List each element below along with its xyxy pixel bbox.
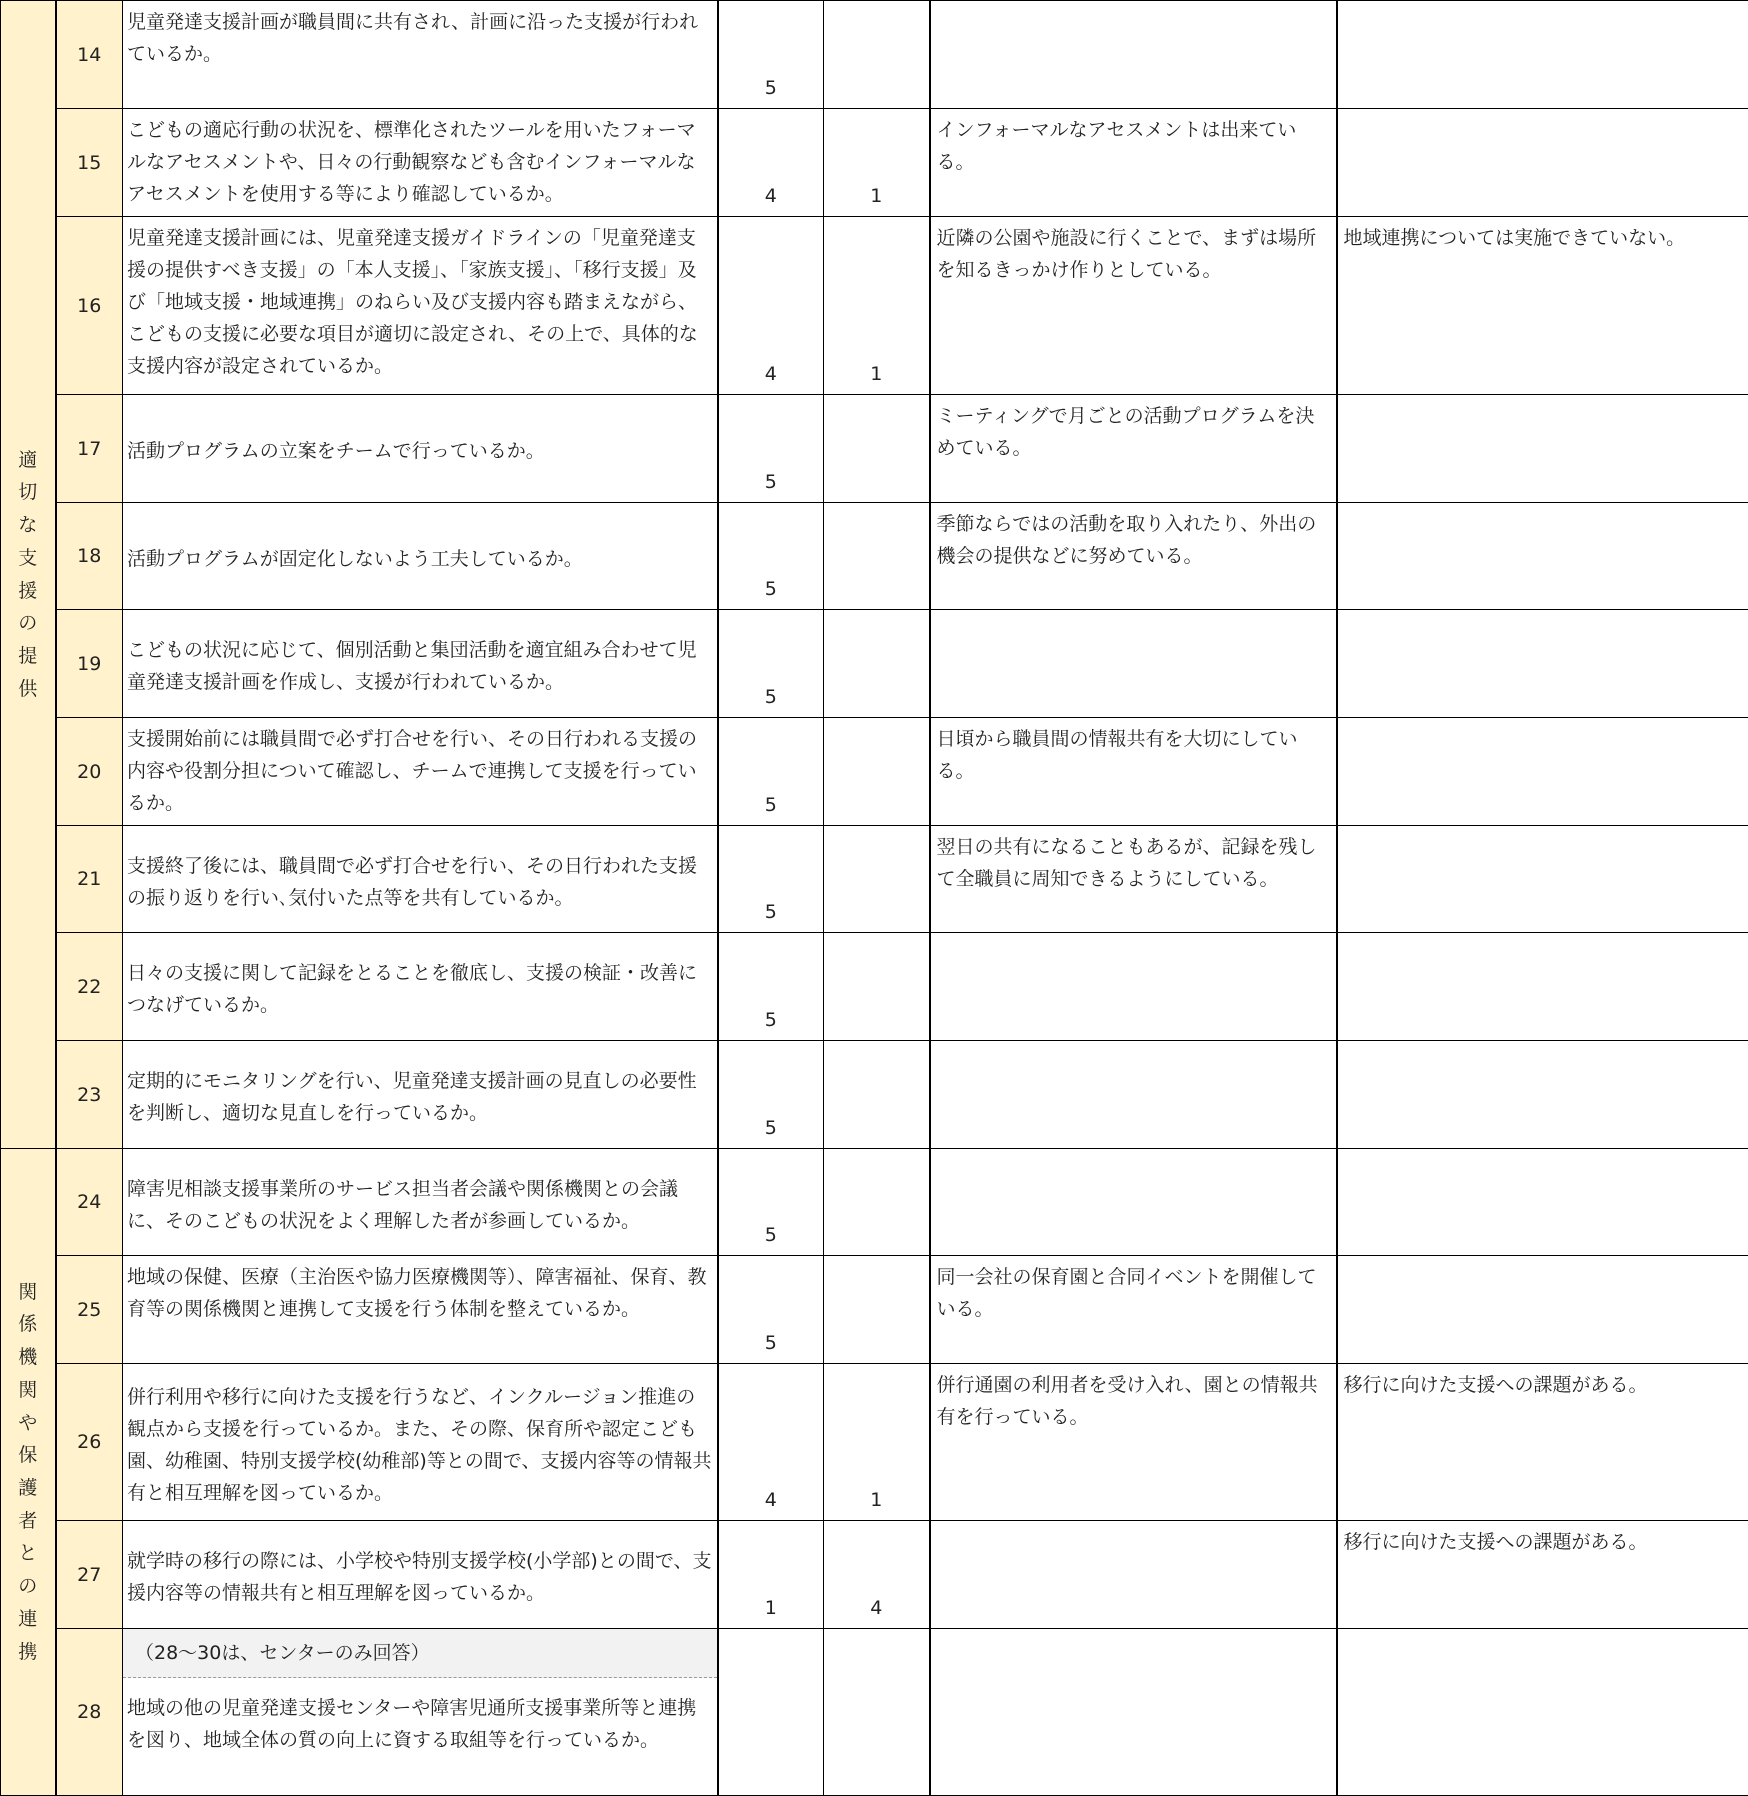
no-count xyxy=(824,1,930,109)
yes-count: 5 xyxy=(718,826,824,933)
improvement-cell: 移行に向けた支援への課題がある。 xyxy=(1337,1521,1748,1629)
no-count xyxy=(824,1149,930,1256)
yes-count: 5 xyxy=(718,1256,824,1364)
table-row xyxy=(1,1149,1748,1256)
table-row xyxy=(1,1364,1748,1521)
question-text: 併行利用や移行に向けた支援を行うなど、インクルージョン推進の観点から支援を行っているか。また、その際、保育所や認定こども園、幼稚園、特別支援学校(幼稚部)等との間で、支援内容等の情報共有と相互理解を図っているか。 xyxy=(123,1364,718,1521)
yes-count: 5 xyxy=(718,718,824,826)
yes-count: 4 xyxy=(718,109,824,217)
table-row xyxy=(1,109,1748,217)
no-count xyxy=(824,395,930,503)
table-row xyxy=(1,1041,1748,1149)
question-text: 地域の保健、医療（主治医や協力医療機関等）、障害福祉、保育、教育等の関係機関と連携して支援を行う体制を整えているか。 xyxy=(123,1256,718,1364)
section-label-appropriate-support: 適切な支援の提供 xyxy=(1,1,56,1149)
item-number: 14 xyxy=(56,1,123,109)
comment-cell xyxy=(930,1149,1337,1256)
item-number: 27 xyxy=(56,1521,123,1629)
item-number: 28 xyxy=(56,1629,123,1796)
comment-cell xyxy=(930,1041,1337,1149)
item-number: 15 xyxy=(56,109,123,217)
question-text: こどもの状況に応じて、個別活動と集団活動を適宜組み合わせて児童発達支援計画を作成し、支援が行われているか。 xyxy=(123,610,718,718)
no-count: 1 xyxy=(824,1364,930,1521)
improvement-cell xyxy=(1337,610,1748,718)
yes-count: 5 xyxy=(718,1,824,109)
question-text: 地域の他の児童発達支援センターや障害児通所支援事業所等と連携を図り、地域全体の質の向上に資する取組等を行っているか。 xyxy=(127,1697,697,1751)
improvement-cell xyxy=(1337,1629,1748,1796)
table-row xyxy=(1,718,1748,826)
yes-count: 5 xyxy=(718,1041,824,1149)
no-count xyxy=(824,610,930,718)
no-count xyxy=(824,1256,930,1364)
question-text: 活動プログラムが固定化しないよう工夫しているか。 xyxy=(123,503,718,610)
item-number: 23 xyxy=(56,1041,123,1149)
question-text: 支援終了後には、職員間で必ず打合せを行い、その日行われた支援の振り返りを行い､気付いた点等を共有しているか。 xyxy=(123,826,718,933)
item-number: 21 xyxy=(56,826,123,933)
item-number: 24 xyxy=(56,1149,123,1256)
comment-cell: ミーティングで月ごとの活動プログラムを決めている。 xyxy=(930,395,1337,503)
improvement-cell xyxy=(1337,395,1748,503)
section-label-cooperation: 関係機関や保護者との連携 xyxy=(1,1149,56,1796)
comment-cell xyxy=(930,1521,1337,1629)
no-count: 4 xyxy=(824,1521,930,1629)
comment-cell: 季節ならではの活動を取り入れたり、外出の機会の提供などに努めている。 xyxy=(930,503,1337,610)
table-row xyxy=(1,610,1748,718)
item-number: 20 xyxy=(56,718,123,826)
question-text: 定期的にモニタリングを行い、児童発達支援計画の見直しの必要性を判断し、適切な見直しを行っているか。 xyxy=(123,1041,718,1149)
item-number: 19 xyxy=(56,610,123,718)
question-cell xyxy=(123,1629,718,1796)
comment-cell xyxy=(930,610,1337,718)
comment-cell: インフォーマルなアセスメントは出来ている。 xyxy=(930,109,1337,217)
comment-cell xyxy=(930,1629,1337,1796)
yes-count xyxy=(718,1629,824,1796)
no-count xyxy=(824,933,930,1041)
yes-count: 5 xyxy=(718,610,824,718)
table-row xyxy=(1,1256,1748,1364)
item-number: 16 xyxy=(56,217,123,395)
question-text: 活動プログラムの立案をチームで行っているか。 xyxy=(123,395,718,503)
improvement-cell xyxy=(1337,1256,1748,1364)
table-row xyxy=(1,503,1748,610)
improvement-cell xyxy=(1337,1,1748,109)
item-number: 18 xyxy=(56,503,123,610)
question-text: 障害児相談支援事業所のサービス担当者会議や関係機関との会議に、そのこどもの状況をよく理解した者が参画しているか。 xyxy=(123,1149,718,1256)
yes-count: 5 xyxy=(718,395,824,503)
yes-count: 5 xyxy=(718,503,824,610)
yes-count: 4 xyxy=(718,1364,824,1521)
question-text: 支援開始前には職員間で必ず打合せを行い、その日行われる支援の内容や役割分担について確認し、チームで連携して支援を行っているか。 xyxy=(123,718,718,826)
question-text: こどもの適応行動の状況を、標準化されたツールを用いたフォーマルなアセスメントや、日々の行動観察なども含むインフォーマルなアセスメントを使用する等により確認しているか。 xyxy=(123,109,718,217)
table-row xyxy=(1,217,1748,395)
no-count xyxy=(824,718,930,826)
yes-count: 4 xyxy=(718,217,824,395)
yes-count: 1 xyxy=(718,1521,824,1629)
comment-cell xyxy=(930,1,1337,109)
comment-cell: 日頃から職員間の情報共有を大切にしている。 xyxy=(930,718,1337,826)
table-row xyxy=(1,395,1748,503)
comment-cell xyxy=(930,933,1337,1041)
table-row xyxy=(1,1521,1748,1629)
table-row xyxy=(1,1,1748,109)
improvement-cell xyxy=(1337,718,1748,826)
question-text: 児童発達支援計画には、児童発達支援ガイドラインの「児童発達支援の提供すべき支援」の「本人支援」、「家族支援」、「移行支援」及び「地域支援・地域連携」のねらい及び支援内容も踏まえながら、こどもの支援に必要な項目が適切に設定され、その上で、具体的な支援内容が設定されているか。 xyxy=(123,217,718,395)
question-text: 児童発達支援計画が職員間に共有され、計画に沿った支援が行われているか。 xyxy=(123,1,718,109)
question-text: 日々の支援に関して記録をとることを徹底し、支援の検証・改善につなげているか。 xyxy=(123,933,718,1041)
improvement-cell xyxy=(1337,109,1748,217)
no-count xyxy=(824,1629,930,1796)
item-number: 17 xyxy=(56,395,123,503)
no-count: 1 xyxy=(824,109,930,217)
improvement-cell xyxy=(1337,503,1748,610)
no-count xyxy=(824,1041,930,1149)
table-row xyxy=(1,933,1748,1041)
comment-cell: 併行通園の利用者を受け入れ、園との情報共有を行っている。 xyxy=(930,1364,1337,1521)
table-row xyxy=(1,826,1748,933)
question-text: 就学時の移行の際には、小学校や特別支援学校(小学部)との間で、支援内容等の情報共有と相互理解を図っているか。 xyxy=(123,1521,718,1629)
item-number: 22 xyxy=(56,933,123,1041)
no-count xyxy=(824,503,930,610)
item-number: 25 xyxy=(56,1256,123,1364)
yes-count: 5 xyxy=(718,1149,824,1256)
comment-cell: 近隣の公園や施設に行くことで、まずは場所を知るきっかけ作りとしている。 xyxy=(930,217,1337,395)
item-number: 26 xyxy=(56,1364,123,1521)
improvement-cell xyxy=(1337,933,1748,1041)
comment-cell: 翌日の共有になることもあるが、記録を残して全職員に周知できるようにしている。 xyxy=(930,826,1337,933)
improvement-cell: 地域連携については実施できていない。 xyxy=(1337,217,1748,395)
yes-count: 5 xyxy=(718,933,824,1041)
improvement-cell: 移行に向けた支援への課題がある。 xyxy=(1337,1364,1748,1521)
no-count xyxy=(824,826,930,933)
improvement-cell xyxy=(1337,826,1748,933)
question-note: （28～30は、センターのみ回答） xyxy=(123,1629,717,1678)
improvement-cell xyxy=(1337,1149,1748,1256)
no-count: 1 xyxy=(824,217,930,395)
table-row xyxy=(1,1629,1748,1796)
comment-cell: 同一会社の保育園と合同イベントを開催している。 xyxy=(930,1256,1337,1364)
improvement-cell xyxy=(1337,1041,1748,1149)
